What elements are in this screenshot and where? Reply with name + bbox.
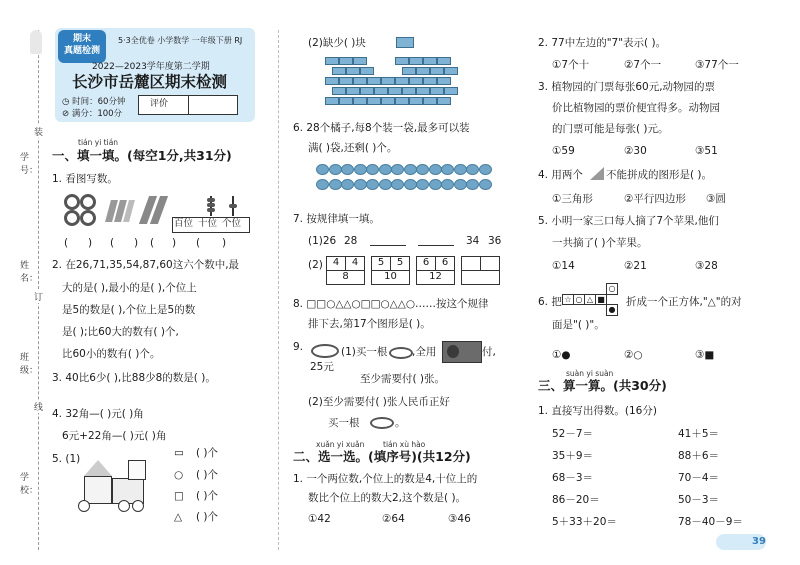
wall-brick [374,87,388,95]
q1-blank-4-open: ( [196,237,201,249]
time-info: ◷ 时间：60分钟 [62,97,126,107]
pattern-box-3 [416,256,456,286]
wall-brick [437,57,451,65]
p2-q4-opt-2[interactable]: ②平行四边形 [624,193,686,205]
wall-brick [437,97,451,105]
orange-icon [329,179,342,190]
orange-icon [366,179,379,190]
p3-q1-text: 1. 直接写出得数。(16分) [538,405,657,417]
p2-q2-opt-2[interactable]: ②7个一 [624,59,662,71]
net-face-circle: ○ [573,294,585,305]
wall-brick [353,77,367,85]
orange-icon [354,164,367,175]
q7-blank-2[interactable] [418,245,454,246]
pattern-box-2 [371,256,411,286]
wall-brick [353,57,367,65]
score-info: ⊘ 满分：100分 [62,109,123,119]
q7-blank-1[interactable] [370,245,406,246]
orange-icon [379,164,392,175]
wall-brick [339,97,353,105]
wall-brick [325,77,339,85]
pattern-cell: 6 [435,256,455,271]
q9-2-line-2-end: 。 [395,417,406,429]
p2-q4-text-a: 4. 用两个 [538,169,583,181]
p2-q1-line-1: 1. 一个两位数,个位上的数是4,十位上的 [293,473,478,485]
wall-brick [360,87,374,95]
circle-icon: ○ [174,469,184,481]
q1-blank-2-close: ) [134,237,139,249]
square-fill-icon: ■ [704,349,715,361]
q9-2-line-2: 买一根 [328,417,360,429]
q9-1-text-b: ,全用 [412,346,437,358]
orange-icon [441,179,454,190]
brick-icon [396,37,414,48]
q1-blank-3-open: ( [150,237,155,249]
orange-icon [441,164,454,175]
p2-q1-line-2: 数比个位上的数大2,这个数是( )。 [308,492,467,504]
wall-brick [353,97,367,105]
banknote-icon [442,341,482,363]
wall-brick [416,67,430,75]
wall-brick [332,87,346,95]
wall-brick [444,67,458,75]
rectangle-icon: ▭ [174,447,184,459]
pattern-cell: 5 [390,256,410,271]
q7-2-label: (2) [308,259,323,271]
q7-seq-1: (1)26 [308,235,337,247]
orange-icon [429,179,442,190]
p2-q1-opt-1[interactable]: ①42 [308,513,331,525]
q9-2-line-1: (2)至少需要付( )张人民币正好 [308,396,450,408]
q1-blank-3-close: ) [172,237,177,249]
calc-3-2: 70－4＝ [678,472,720,484]
wall-brick [430,87,444,95]
q7-seq-2: 28 [344,235,358,247]
wall-brick [416,87,430,95]
orange-icon [391,164,404,175]
orange-icon [429,164,442,175]
jump-rope-icon-3 [370,414,392,428]
q2-line-3: 是5的数是( ),个位上是5的数 [62,304,196,316]
wall-brick [402,87,416,95]
exam-title: 长沙市岳麓区期末检测 [72,73,228,91]
q2-line-4: 是( );比60大的数有( )个, [62,326,179,338]
wall-brick [367,77,381,85]
wall-brick [423,77,437,85]
wall-brick [339,77,353,85]
wall-brick [388,87,402,95]
pattern-cell: 4 [345,256,365,271]
wall-brick [346,67,360,75]
p2-q4-opt-3[interactable]: ③圆 [706,193,726,205]
p2-q5-line-1: 5. 小明一家三口每人摘了7个苹果,他们 [538,215,719,227]
part2-title: 二、选一选。(填序号)(共12分) [293,449,471,464]
wall-brick [395,57,409,65]
net-face-triangle: △ [584,294,596,305]
cube-net-picture [562,282,622,316]
p2-q6-opt-1[interactable]: ①● [552,349,571,361]
q2-line-2: 大的是( ),最小的是( ),个位上 [62,282,197,294]
q5-text: 5. (1) [52,453,81,465]
part3-title: 三、算一算。(共30分) [538,378,667,393]
wall-brick [395,97,409,105]
q9-1-text-d: 至少需要付( )张。 [360,373,446,385]
calc-1-2: 41＋5＝ [678,428,720,440]
dot-icon: ● [561,349,571,361]
column-divider [278,30,279,550]
p2-q5-opt-3[interactable]: ③28 [695,260,718,272]
wall-brick [395,77,409,85]
q4-line-2: 6元+22角—( )元( )角 [62,430,167,442]
right-triangle-icon [590,167,604,180]
p2-q6-text-c: 面是"( )"。 [552,319,605,331]
orange-icon [366,164,379,175]
student-number-label: 学号： [20,153,39,176]
evaluation-label: 评价 [150,99,169,109]
p2-q2-opt-3[interactable]: ③77个一 [695,59,739,71]
orange-icon [404,164,417,175]
q2-line-1: 2. 在26,71,35,54,87,60这六个数中,最 [52,259,240,271]
wall-brick [339,57,353,65]
pattern-cell: 8 [326,270,365,285]
q5-count-circle: ( )个 [196,469,219,481]
calc-4-2: 50－3＝ [678,494,720,506]
pattern-cell: 5 [371,256,391,271]
part1-title: 一、填一填。(每空1分,共31分) [52,148,232,163]
binding-char-2: 订 [34,290,43,303]
q5-count-triangle: ( )个 [196,511,219,523]
triangle-icon: △ [174,511,183,523]
calc-1-1: 52－7＝ [552,428,594,440]
binding-char-3: 线 [34,400,43,413]
wall-brick [325,97,339,105]
stick-bundle-picture [105,196,135,226]
ring-icon: ○ [633,349,643,361]
truck-picture [70,460,170,516]
orange-icon [354,179,367,190]
orange-icon [416,179,429,190]
binding-char-1: 装 [34,125,43,138]
orange-icon [404,179,417,190]
jump-rope-icon-2 [389,344,411,358]
hundreds-label: 百位 [174,218,194,229]
evaluation-divider [188,95,189,115]
exam-badge: 期末 真题检测 [58,30,106,63]
oranges-picture [316,162,491,196]
q7-seq-4: 36 [488,235,502,247]
q1-blank-4-close: ) [222,237,227,249]
q9-1-text-c: 付, [482,346,496,358]
school-label: 学校： [20,473,39,496]
p2-q2-opt-1[interactable]: ①7个十 [552,59,590,71]
wall-brick [423,97,437,105]
rope-price: 25元 [310,361,334,373]
page-number: 39 [752,536,766,547]
pattern-box-empty[interactable] [461,256,501,286]
q6-line-2: 满( )袋,还剩( )个。 [308,142,398,154]
p2-q5-line-2: 一共摘了( )个苹果。 [552,237,648,249]
pattern-box-1 [326,256,366,286]
q2-line-5: 比60小的数有( )个。 [62,348,161,360]
p2-q4-opt-1[interactable]: ①三角形 [552,193,593,205]
p2-q3-opt-3[interactable]: ③51 [695,145,718,157]
square-icon: □ [174,490,184,502]
orange-icon [454,164,467,175]
orange-icon [466,164,479,175]
wall-brick [325,57,339,65]
wall-brick [381,77,395,85]
p2-q6-text-b: 折成一个正方体,"△"的对 [626,296,742,308]
orange-icon [316,164,329,175]
q3-text: 3. 40比6少( ),比88少8的数是( )。 [52,372,216,384]
q8-line-1: 8. □□○△△○□□○△△○……按这个规律 [293,298,489,310]
net-face-square: ■ [595,294,607,305]
p2-q6-opt-2[interactable]: ②○ [624,349,643,361]
calc-5-1: 5＋33＋20＝ [552,516,617,528]
orange-icon [391,179,404,190]
p2-q3-opt-2[interactable]: ②30 [624,145,647,157]
p2-q3-line-2: 价比植物园的票价便宜得多。动物园 [552,102,720,114]
orange-icon [329,164,342,175]
q9-number: 9. [293,341,304,353]
calc-4-1: 86－20＝ [552,494,600,506]
q1-text: 1. 看图写数。 [52,173,118,185]
q7-text: 7. 按规律填一填。 [293,213,380,225]
wall-brick [381,97,395,105]
p2-q6-opt-3[interactable]: ③■ [695,349,715,361]
wall-brick [367,97,381,105]
p2-q5-opt-1[interactable]: ①14 [552,260,575,272]
orange-icon [416,164,429,175]
orange-icon [479,164,492,175]
p2-q1-opt-3[interactable]: ③46 [448,513,471,525]
pattern-cell: 12 [416,270,455,285]
wall-brick [409,57,423,65]
wall-brick [402,67,416,75]
q8-line-2: 排下去,第17个图形是( )。 [308,318,431,330]
calc-2-2: 88＋6＝ [678,450,720,462]
orange-icon [379,179,392,190]
p2-q1-opt-2[interactable]: ②64 [382,513,405,525]
rocket-icon [30,30,42,54]
orange-icon [466,179,479,190]
wall-brick [409,77,423,85]
counting-rings-picture [62,192,100,228]
p2-q5-opt-2[interactable]: ②21 [624,260,647,272]
wall-brick [430,67,444,75]
wall-brick [346,87,360,95]
p2-q3-line-3: 的门票可能是每张( )元。 [552,123,669,135]
orange-icon [316,179,329,190]
q1-blank-1-close: ) [88,237,93,249]
p2-q2-text: 2. 77中左边的"7"表示( )。 [538,37,667,49]
part2-pinyin-1: xuǎn yi xuǎn [316,440,365,449]
check-icon: ⊘ [62,109,72,119]
wall-brick [409,97,423,105]
net-face-star: ☆ [562,294,574,305]
q6-line-1: 6. 28个橘子,每8个装一袋,最多可以装 [293,122,470,134]
orange-icon [341,164,354,175]
series-label: 5·3全优卷 小学数学 一年级下册 RJ [118,36,243,45]
part1-pinyin: tián yi tián [78,138,119,147]
part2-pinyin-2: tián xù hào [383,440,426,449]
class-label: 班级： [20,353,39,376]
ones-label: 个位 [222,218,242,229]
brick-wall-picture [325,57,465,111]
net-face-dot-bottom: ● [606,304,618,316]
wall-brick [332,67,346,75]
orange-icon [479,179,492,190]
p2-q3-line-1: 3. 植物园的门票每张60元,动物园的票 [538,81,716,93]
calc-3-1: 68－3＝ [552,472,594,484]
q9-1-text: (1)买一根 [341,346,388,358]
clock-icon: ◷ [62,97,73,107]
part3-pinyin: suàn yi suàn [566,369,614,378]
school-year: 2022—2023学年度第二学期 [92,62,210,72]
wall-brick [423,57,437,65]
wall-brick [444,87,458,95]
orange-icon [454,179,467,190]
wall-brick [360,67,374,75]
tens-label: 十位 [198,218,218,229]
orange-icon [341,179,354,190]
q5-count-square: ( )个 [196,490,219,502]
q4-line-1: 4. 32角—( )元( )角 [52,408,144,420]
name-label: 姓名： [20,261,39,284]
q7-seq-3: 34 [466,235,480,247]
p2-q3-opt-1[interactable]: ①59 [552,145,575,157]
p2-q4-text-b: 不能拼成的图形是( )。 [606,169,713,181]
q5-count-rect: ( )个 [196,447,219,459]
wall-brick [437,77,451,85]
net-face-circle-top: ○ [606,283,618,295]
pattern-cell: 10 [371,270,410,285]
stick-bundle-picture-2 [140,194,170,228]
pattern-cell: 6 [416,256,436,271]
calc-2-1: 35＋9＝ [552,450,594,462]
jump-rope-icon [309,340,339,358]
q1-blank-2-open: ( [110,237,115,249]
pattern-cell: 4 [326,256,346,271]
q1-blank-1-open: ( [64,237,69,249]
calc-5-2: 78－40－9＝ [678,516,743,528]
p2-q6-text-a: 6. 把 [538,296,562,308]
q5-2-text: (2)缺少( )块 [308,37,366,49]
abacus-picture [180,196,246,218]
